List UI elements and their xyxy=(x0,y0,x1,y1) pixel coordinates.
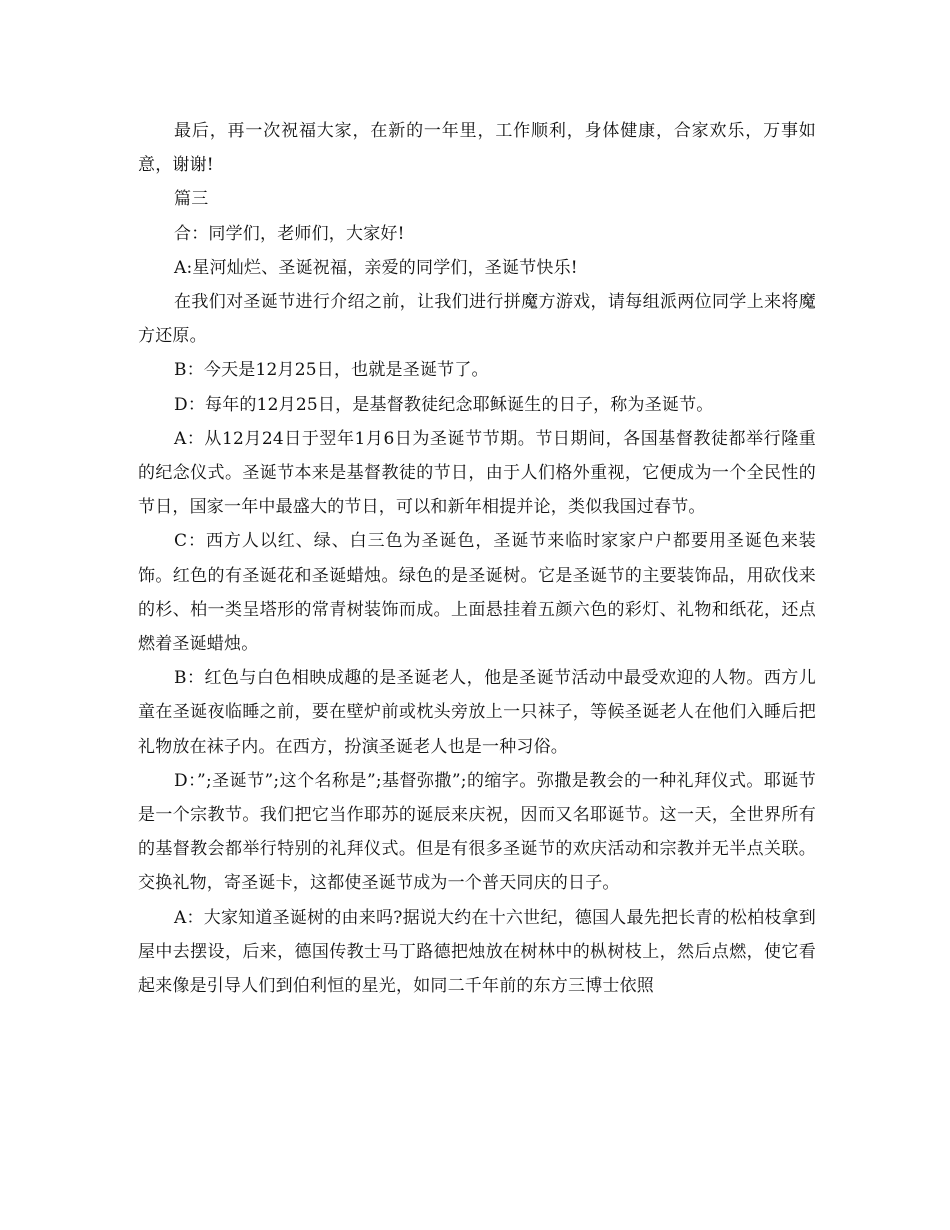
paragraph-a-opening: A:星河灿烂、圣诞祝福，亲爱的同学们，圣诞节快乐! xyxy=(174,257,578,278)
paragraph-rubiks-game: 在我们对圣诞节进行介绍之前，让我们进行拼魔方游戏，请每组派两位同学上来将魔方还原。 xyxy=(138,292,816,347)
document-body xyxy=(138,114,816,1003)
paragraph-d-definition: D：每年的12月25日，是基督教徒纪念耶稣诞生的日子，称为圣诞节。 xyxy=(174,394,714,415)
paragraph-a-tree-origin: A：大家知道圣诞树的由来吗?据说大约在十六世纪，德国人最先把长青的松柏枝拿到屋中去摆设，后来，德国传教士马丁路德把烛放在树林中的枞树枝上，然后点燃，使它看起来像是引导人们到伯利恒的星光，如同二千年前的东方三博士依照 xyxy=(138,907,816,997)
paragraph-a-festival-period: A：从12月24日于翌年1月6日为圣诞节节期。节日期间，各国基督教徒都举行隆重的纪念仪式。圣诞节本来是基督教徒的节日，由于人们格外重视，它便成为一个全民性的节日，国家一年中最盛大的节日，可以和新年相提并论，类似我国过春节。 xyxy=(138,428,816,518)
paragraph-c-colors: C：西方人以红、绿、白三色为圣诞色，圣诞节来临时家家户户都要用圣诞色来装饰。红色的有圣诞花和圣诞蜡烛。绿色的是圣诞树。它是圣诞节的主要装饰品，用砍伐来的杉、柏一类呈塔形的常青树装饰而成。上面悬挂着五颜六色的彩灯、礼物和纸花，还点燃着圣诞蜡烛。 xyxy=(138,531,816,655)
paragraph-b-date: B：今天是12月25日，也就是圣诞节了。 xyxy=(174,360,489,381)
section-heading: 篇三 xyxy=(174,189,209,210)
paragraph-greeting: 合：同学们，老师们，大家好! xyxy=(174,223,405,244)
paragraph-d-name-origin: D：”;圣诞节”;这个名称是”;基督弥撒”;的缩字。弥撒是教会的一种礼拜仪式。耶诞节是一个宗教节。我们把它当作耶苏的诞辰来庆祝，因而又名耶诞节。这一天，全世界所有的基督教会都举行特别的礼拜仪式。但是有很多圣诞节的欢庆活动和宗教并无半点关联。交换礼物，寄圣诞卡，这都使圣诞节成为一个普天同庆的日子。 xyxy=(138,770,816,894)
paragraph-b-santa: B：红色与白色相映成趣的是圣诞老人，他是圣诞节活动中最受欢迎的人物。西方儿童在圣诞夜临睡之前，要在壁炉前或枕头旁放上一只袜子，等候圣诞老人在他们入睡后把礼物放在袜子内。在西方，扮演圣诞老人也是一种习俗。 xyxy=(138,668,816,757)
paragraph-closing-wishes: 最后，再一次祝福大家，在新的一年里，工作顺利，身体健康，合家欢乐，万事如意，谢谢! xyxy=(138,121,816,176)
